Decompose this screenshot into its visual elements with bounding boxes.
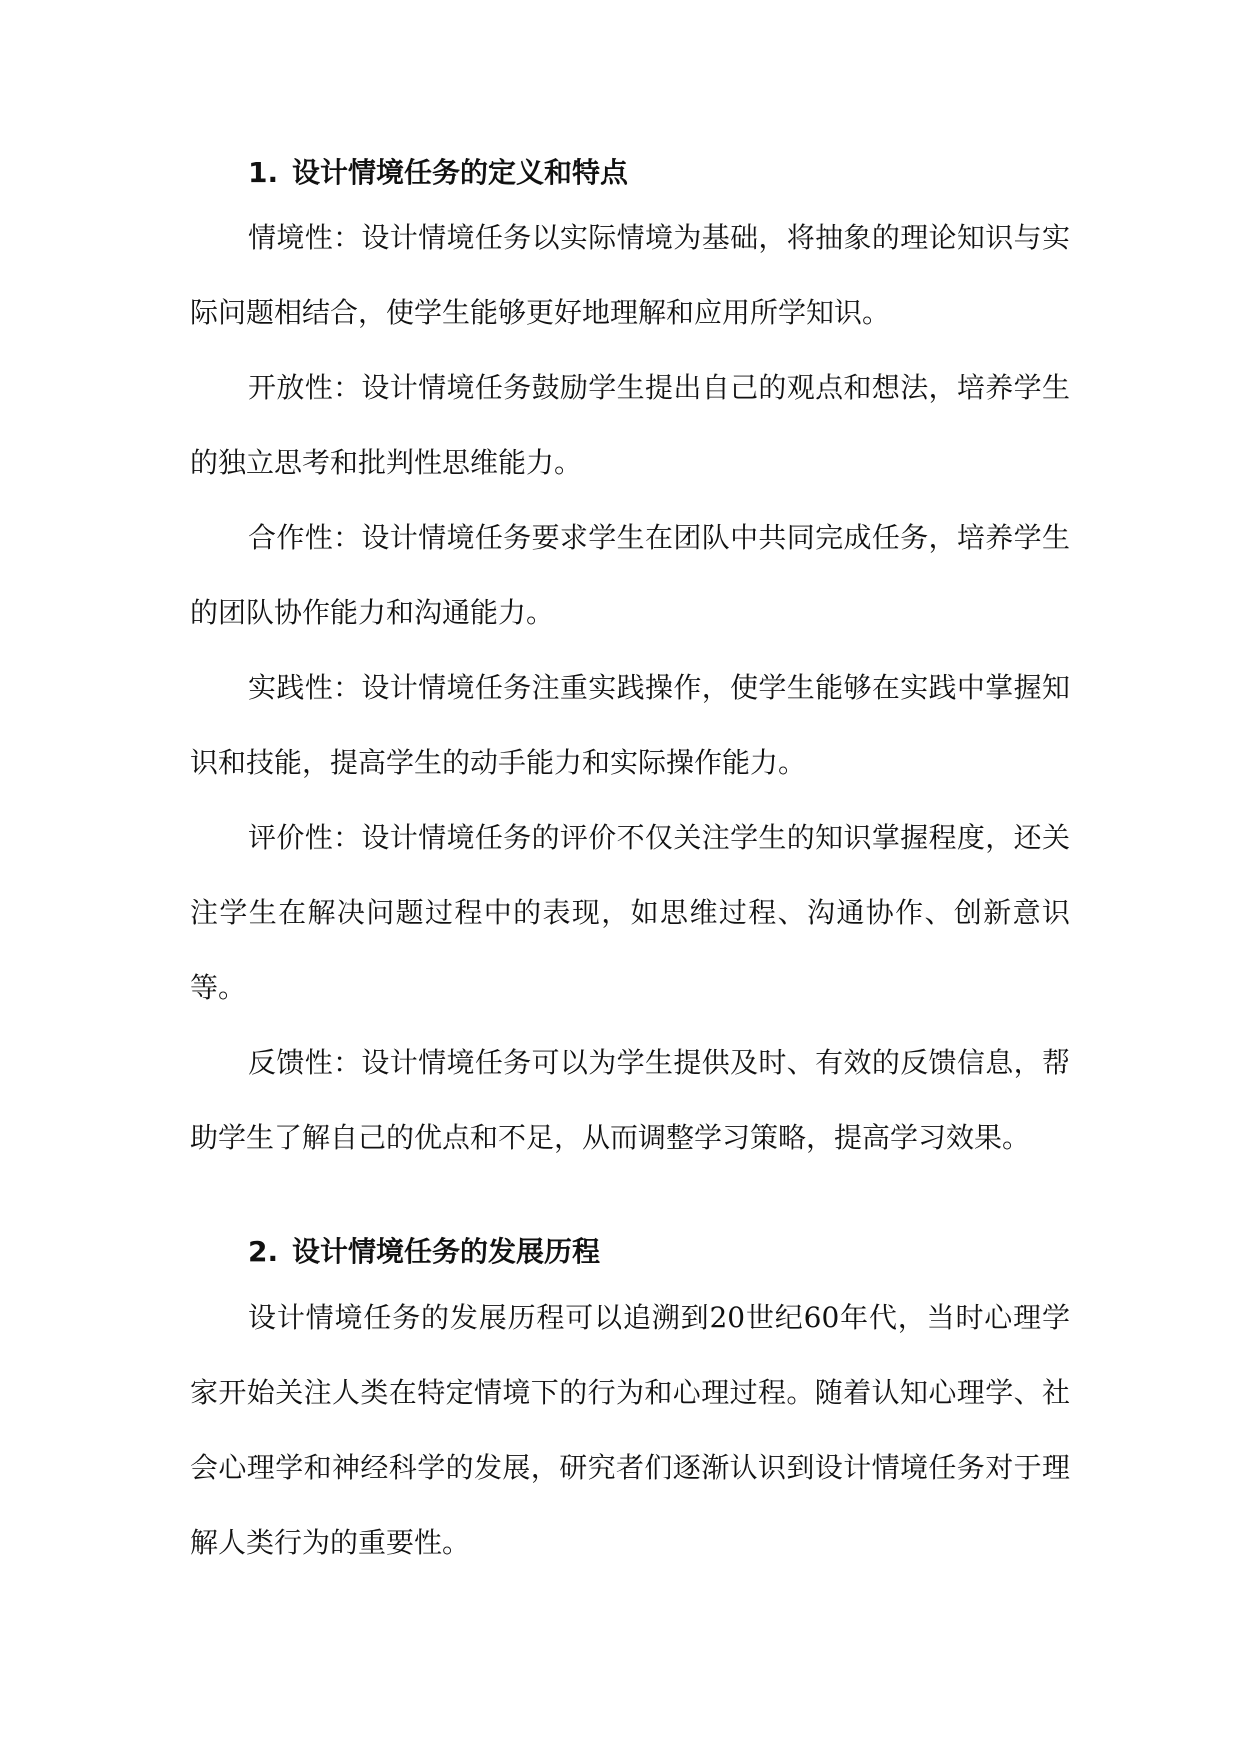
section-1-number: 1. bbox=[248, 156, 279, 189]
section-2-title: 设计情境任务的发展历程 bbox=[292, 1235, 601, 1268]
paragraph-practice: 实践性：设计情境任务注重实践操作，使学生能够在实践中掌握知识和技能，提高学生的动手能力和实际操作能力。 bbox=[190, 671, 1070, 779]
paragraph-feedback: 反馈性：设计情境任务可以为学生提供及时、有效的反馈信息，帮助学生了解自己的优点和不足，从而调整学习策略，提高学习效果。 bbox=[190, 1046, 1070, 1154]
section-1-heading bbox=[248, 154, 1148, 192]
paragraph-cooperation: 合作性：设计情境任务要求学生在团队中共同完成任务，培养学生的团队协作能力和沟通能力。 bbox=[190, 521, 1070, 629]
section-1-title: 设计情境任务的定义和特点 bbox=[292, 156, 629, 189]
section-2-number: 2. bbox=[248, 1235, 279, 1268]
paragraph-situational: 情境性：设计情境任务以实际情境为基础，将抽象的理论知识与实际问题相结合，使学生能够更好地理解和应用所学知识。 bbox=[190, 221, 1070, 329]
paragraph-evaluation: 评价性：设计情境任务的评价不仅关注学生的知识掌握程度，还关注学生在解决问题过程中的表现，如思维过程、沟通协作、创新意识等。 bbox=[190, 821, 1070, 1004]
section-2-heading bbox=[248, 1233, 1148, 1271]
paragraph-openness: 开放性：设计情境任务鼓励学生提出自己的观点和想法，培养学生的独立思考和批判性思维能力。 bbox=[190, 371, 1070, 479]
paragraph-history: 设计情境任务的发展历程可以追溯到20世纪60年代，当时心理学家开始关注人类在特定情境下的行为和心理过程。随着认知心理学、社会心理学和神经科学的发展，研究者们逐渐认识到设计情境任务对于理解人类行为的重要性。 bbox=[190, 1301, 1070, 1559]
